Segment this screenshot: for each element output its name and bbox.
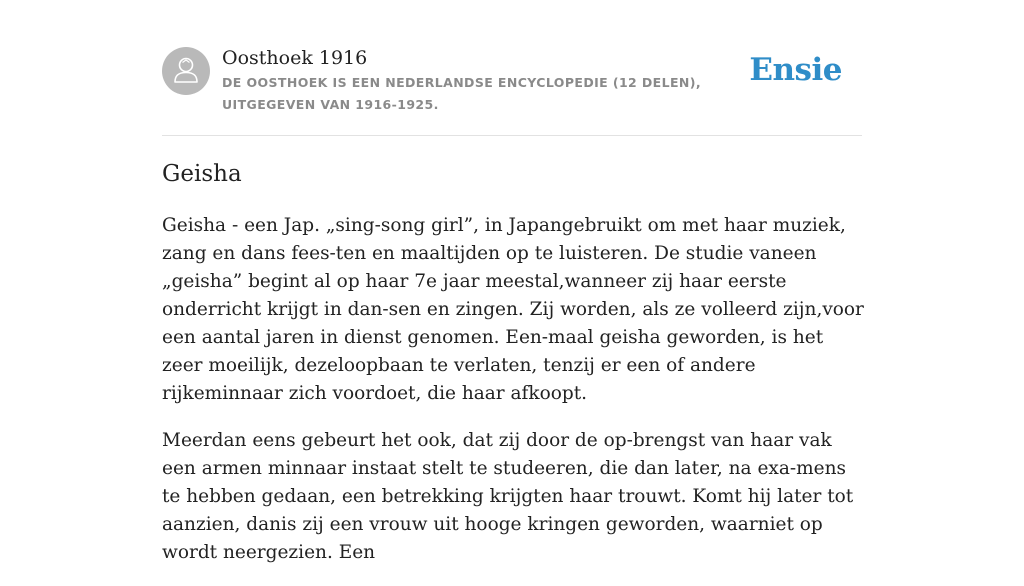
source-header [162, 44, 862, 136]
article-paragraph: Meerdan eens gebeurt het ook, dat zij door de op-brengst van haar vak een armen minnaar instaat stelt te studeeren, die dan later, na exa-mens te hebben gedaan, een betrekking krijgten haar trouwt. Komt hij later tot aanzien, danis zij een vrouw uit hooge kringen geworden, waarniet op wordt neergezien. Een [162, 430, 854, 563]
source-title[interactable]: Oosthoek 1916 [222, 47, 368, 69]
article-title: Geisha [162, 161, 242, 187]
source-description: DE OOSTHOEK IS EEN NEDERLANDSE ENCYCLOPEDIE (12 DELEN), UITGEGEVEN VAN 1916-1925. [222, 75, 702, 112]
article-body [162, 212, 868, 586]
user-silhouette-icon [162, 47, 210, 95]
source-avatar[interactable] [162, 47, 210, 95]
article-paragraph: Geisha - een Jap. „sing-song girl”, in Japangebruikt om met haar muziek, zang en dans fees-ten en maaltijden op te luisteren. De studie vaneen „geisha” begint al op haar 7e jaar meestal,wanneer zij haar eerste onderricht krijgt in dan-sen en zingen. Zij worden, als ze volleerd zijn,voor een aantal jaren in dienst genomen. Een-maal geisha geworden, is het zeer moeilijk, dezeloopbaan te verlaten, tenzij er een of andere rijkeminnaar zich voordoet, die haar afkoopt. [162, 215, 864, 404]
ensie-logo[interactable]: Ensie [749, 52, 842, 88]
